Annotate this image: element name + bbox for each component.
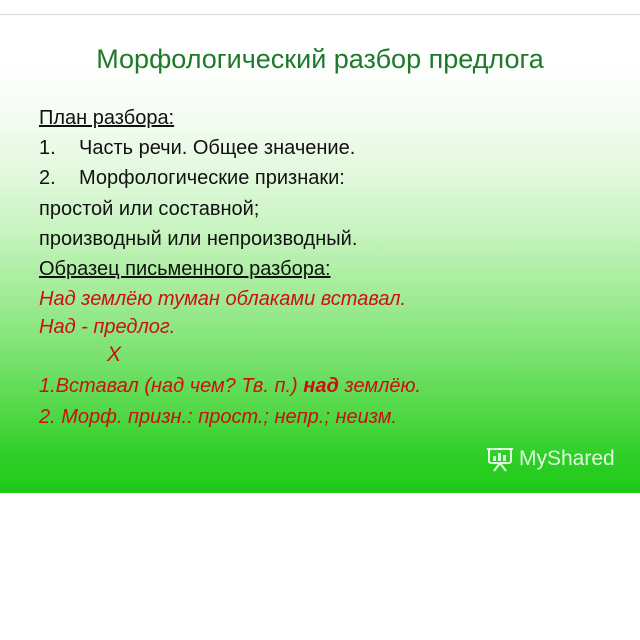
sample-heading: Образец письменного разбора: [39,258,331,280]
analysis-line-1 [39,374,421,398]
analysis-bold-word: над [303,375,339,397]
presentation-board-icon [486,446,514,472]
watermark [486,444,615,474]
example-sentence: Над землёю туман облаками вставал. [39,288,407,310]
analysis-line-2: 2. Морф. призн.: прост.; непр.; неизм. [39,406,398,428]
watermark-text: MyShared [519,447,615,470]
slide-title: Морфологический разбор предлога [96,44,544,74]
plan-line-derived: производный или непроизводный. [39,228,358,250]
analysis-text-after: землёю. [338,375,422,397]
analysis-text-before: 1.Вставал (над чем? Тв. п.) [39,375,304,397]
plan-line-simple: простой или составной; [39,198,260,220]
plan-item-text: Часть речи. Общее значение. [79,137,356,159]
plan-item-text: Морфологические признаки: [79,167,345,189]
cross-mark: Х [107,343,122,366]
plan-item-2 [39,166,345,190]
plan-item-number: 2. [39,167,56,189]
plan-item-1 [39,136,355,160]
plan-item-number: 1. [39,137,56,159]
plan-heading: План разбора: [39,107,175,129]
preposition-line: Над - предлог. [39,316,176,338]
